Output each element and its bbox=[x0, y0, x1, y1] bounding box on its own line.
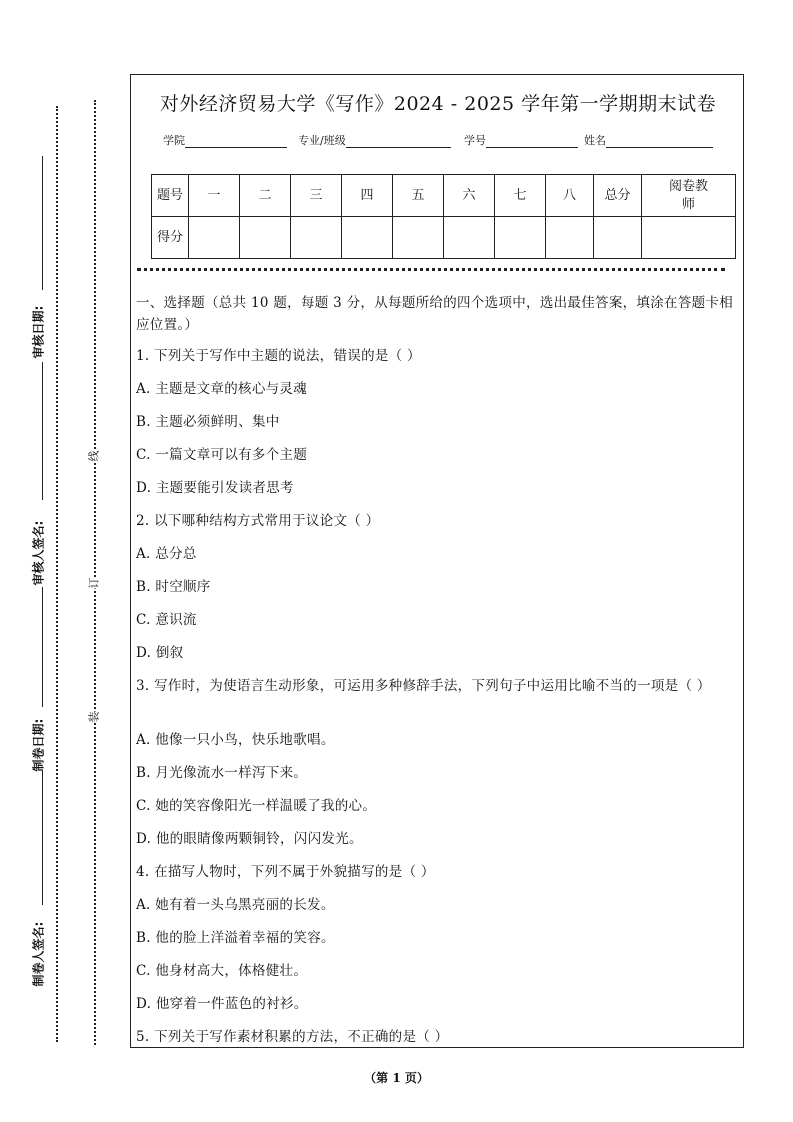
binding-dotted-line-inner bbox=[94, 100, 96, 1045]
col-8: 八 bbox=[546, 175, 594, 217]
maker-sign-label: 制卷人签名: bbox=[31, 921, 46, 987]
sign-line-3 bbox=[42, 587, 43, 707]
question-5-stem: 5. 下列关于写作素材积累的方法，不正确的是（ ） bbox=[136, 1029, 449, 1045]
sign-line-2 bbox=[42, 362, 43, 500]
question-2-option-b[interactable]: B. 时空顺序 bbox=[136, 579, 211, 595]
col-2: 二 bbox=[240, 175, 291, 217]
field-student-id[interactable] bbox=[464, 132, 578, 148]
question-4-stem: 4. 在描写人物时，下列不属于外貌描写的是（ ） bbox=[136, 864, 435, 880]
bind-char-line: 线 bbox=[84, 451, 104, 462]
col-total: 总分 bbox=[594, 175, 642, 217]
score-cell-7[interactable] bbox=[495, 217, 546, 259]
field-college[interactable] bbox=[163, 132, 287, 148]
student-id-line bbox=[486, 135, 578, 148]
sign-line-1 bbox=[42, 156, 43, 290]
score-cell-4[interactable] bbox=[342, 217, 393, 259]
question-3-option-a[interactable]: A. 他像一只小鸟，快乐地歌唱。 bbox=[136, 732, 335, 748]
bind-char-bind: 装 bbox=[84, 712, 104, 723]
question-1-option-b[interactable]: B. 主题必须鲜明、集中 bbox=[136, 414, 280, 430]
make-date-label: 制卷日期: bbox=[31, 718, 46, 772]
col-4: 四 bbox=[342, 175, 393, 217]
question-2-option-a[interactable]: A. 总分总 bbox=[136, 546, 197, 562]
score-cell-5[interactable] bbox=[393, 217, 444, 259]
name-line bbox=[606, 135, 713, 148]
binding-margin bbox=[0, 0, 125, 1122]
review-date-label: 审核日期: bbox=[31, 305, 46, 359]
field-name[interactable] bbox=[584, 132, 713, 148]
score-cell-2[interactable] bbox=[240, 217, 291, 259]
student-id-label: 学号 bbox=[464, 134, 486, 147]
score-table-score-row bbox=[152, 217, 736, 259]
bind-char-staple: 订 bbox=[84, 578, 104, 589]
major-class-line bbox=[346, 135, 451, 148]
question-2-option-d[interactable]: D. 倒叙 bbox=[136, 645, 184, 661]
score-cell-1[interactable] bbox=[189, 217, 240, 259]
col-1: 一 bbox=[189, 175, 240, 217]
question-4-option-c[interactable]: C. 他身材高大，体格健壮。 bbox=[136, 963, 308, 979]
major-class-label: 专业/班级 bbox=[298, 134, 346, 147]
reviewer-sign-label: 审核人签名: bbox=[31, 520, 46, 586]
dotted-separator bbox=[137, 268, 725, 271]
question-number-label: 题号 bbox=[152, 175, 189, 217]
name-label: 姓名 bbox=[584, 134, 606, 147]
col-5: 五 bbox=[393, 175, 444, 217]
college-label: 学院 bbox=[163, 134, 185, 147]
score-table-header-row bbox=[152, 175, 736, 217]
question-4-option-b[interactable]: B. 他的脸上洋溢着幸福的笑容。 bbox=[136, 930, 335, 946]
page-number: （第 1 页） bbox=[364, 1071, 429, 1085]
question-3-stem: 3. 写作时，为使语言生动形象，可运用多种修辞手法，下列句子中运用比喻不当的一项是（ ） bbox=[136, 678, 711, 694]
binding-dotted-line-outer bbox=[56, 106, 58, 1042]
question-1-option-c[interactable]: C. 一篇文章可以有多个主题 bbox=[136, 447, 308, 463]
score-cell-3[interactable] bbox=[291, 217, 342, 259]
col-7: 七 bbox=[495, 175, 546, 217]
col-6: 六 bbox=[444, 175, 495, 217]
exam-title: 对外经济贸易大学《写作》2024 - 2025 学年第一学期期末试卷 bbox=[159, 93, 717, 115]
score-label: 得分 bbox=[152, 217, 189, 259]
score-cell-total[interactable] bbox=[594, 217, 642, 259]
college-line bbox=[185, 135, 287, 148]
score-table bbox=[151, 174, 736, 259]
question-4-option-a[interactable]: A. 她有着一头乌黑亮丽的长发。 bbox=[136, 897, 335, 913]
question-3-option-c[interactable]: C. 她的笑容像阳光一样温暖了我的心。 bbox=[136, 798, 377, 814]
score-cell-8[interactable] bbox=[546, 217, 594, 259]
question-3-option-d[interactable]: D. 他的眼睛像两颗铜铃，闪闪发光。 bbox=[136, 831, 363, 847]
question-2-option-c[interactable]: C. 意识流 bbox=[136, 612, 197, 628]
section-1-title: 一、选择题（总共 10 题，每题 3 分，从每题所给的四个选项中，选出最佳答案，填涂在答题卡相应位置。） bbox=[136, 295, 734, 333]
question-3-option-b[interactable]: B. 月光像流水一样泻下来。 bbox=[136, 765, 308, 781]
question-1-option-a[interactable]: A. 主题是文章的核心与灵魂 bbox=[136, 381, 308, 397]
sign-line-4 bbox=[42, 770, 43, 905]
score-cell-6[interactable] bbox=[444, 217, 495, 259]
question-1-stem: 1. 下列关于写作中主题的说法，错误的是（ ） bbox=[136, 348, 421, 364]
col-3: 三 bbox=[291, 175, 342, 217]
question-1-option-d[interactable]: D. 主题要能引发读者思考 bbox=[136, 480, 294, 496]
field-major-class[interactable] bbox=[298, 132, 451, 148]
question-4-option-d[interactable]: D. 他穿着一件蓝色的衬衫。 bbox=[136, 996, 308, 1012]
question-2-stem: 2. 以下哪种结构方式常用于议论文（ ） bbox=[136, 513, 380, 529]
exam-frame bbox=[130, 74, 744, 1048]
col-grader: 阅卷教师 bbox=[642, 175, 736, 217]
score-cell-grader[interactable] bbox=[642, 217, 736, 259]
